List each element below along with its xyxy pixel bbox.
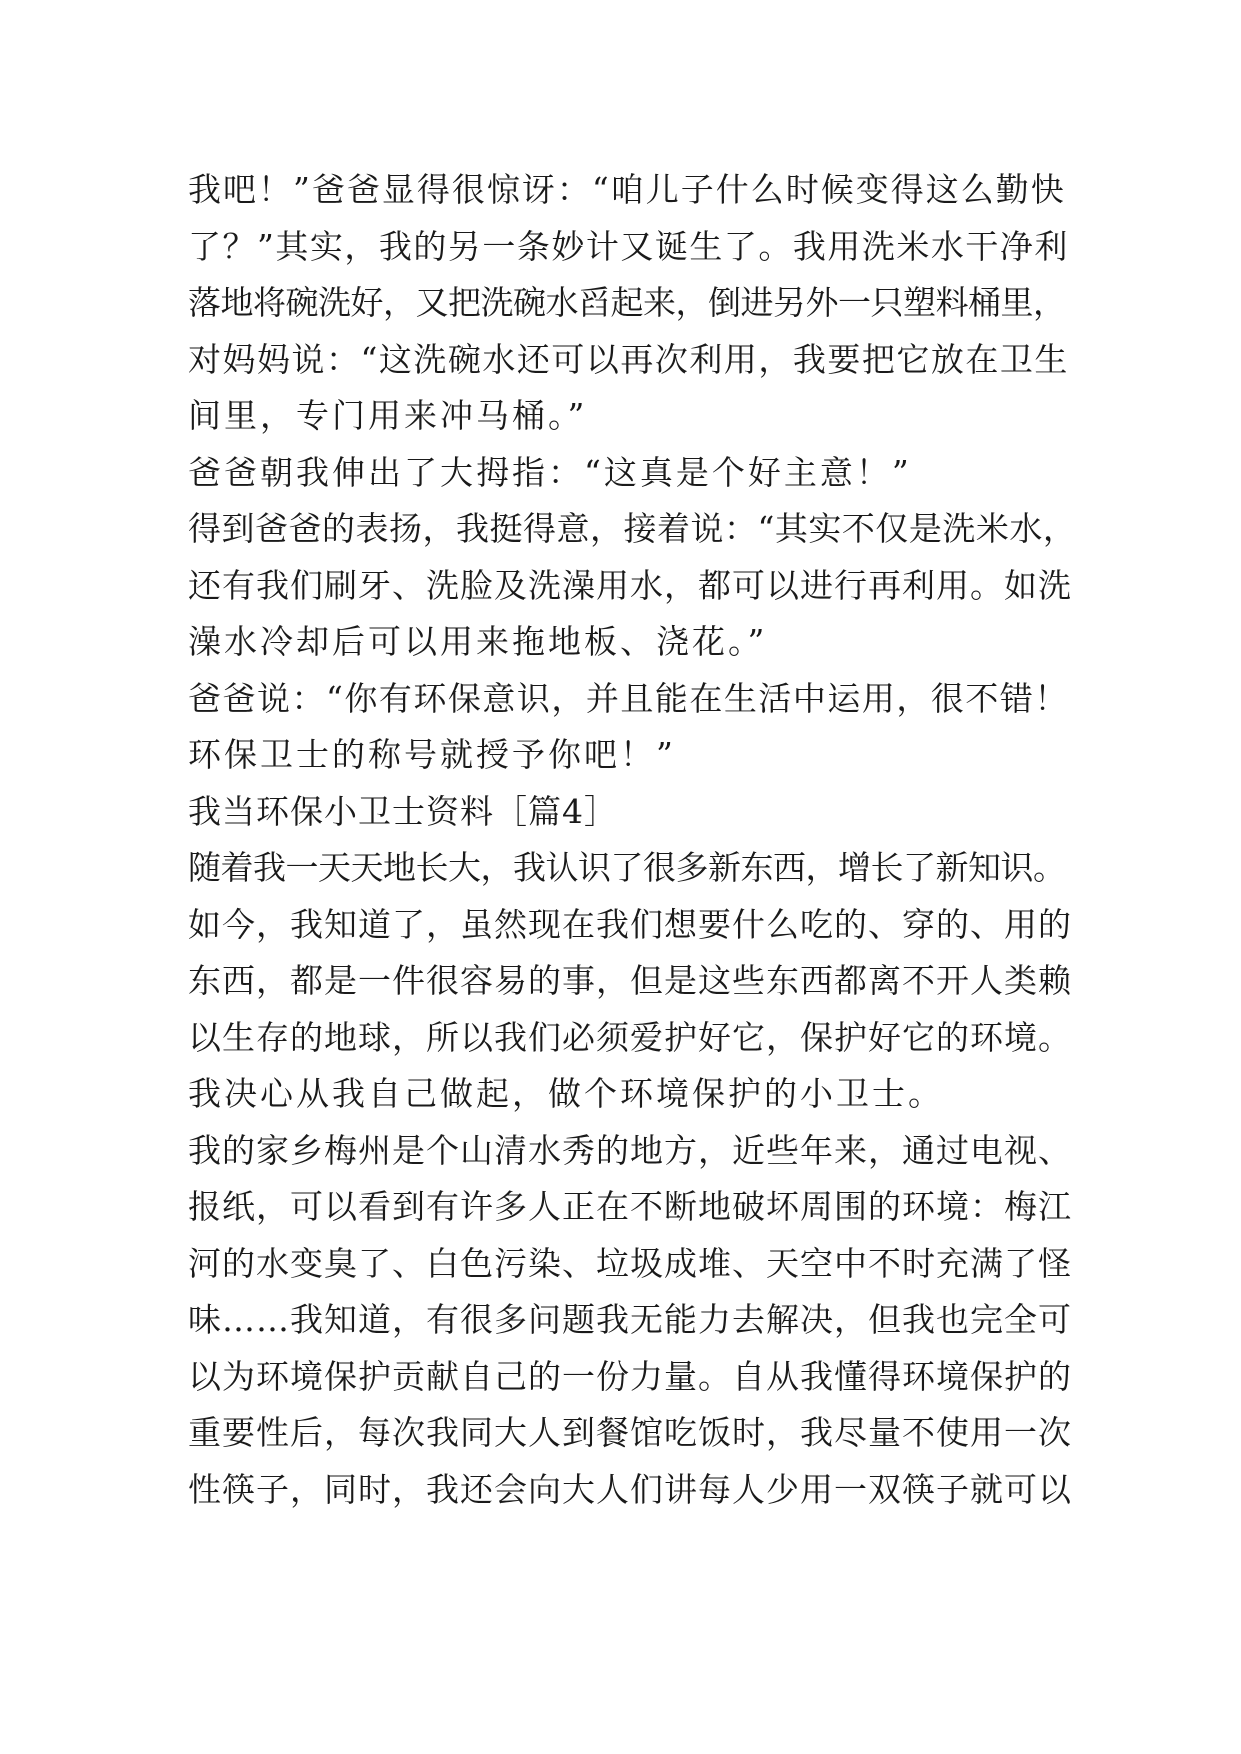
text-line: 以生存的地球，所以我们必须爱护好它，保护好它的环境。 [188, 1017, 1072, 1057]
text-line: 落地将碗洗好，又把洗碗水舀起来，倒进另外一只塑料桶里， [188, 283, 1066, 322]
text-line: 我决心从我自己做起，做个环境保护的小卫士。 [188, 1074, 944, 1113]
section-heading: 我当环保小卫士资料［篇4］ [188, 791, 618, 831]
text-line: 了？”其实，我的另一条妙计又诞生了。我用洗米水干净利 [188, 226, 1069, 266]
text-line: 得到爸爸的表扬，我挺得意，接着说：“其实不仅是洗米水， [188, 509, 1077, 548]
text-line: 随着我一天天地长大，我认识了很多新东西，增长了新知识。 [188, 848, 1066, 887]
text-line: 对妈妈说：“这洗碗水还可以再次利用，我要把它放在卫生 [188, 339, 1069, 379]
text-line: 我吧！”爸爸显得很惊讶：“咱儿子什么时候变得这么勤快 [188, 170, 1066, 209]
body-text [188, 162, 1078, 1518]
text-line: 味……我知道，有很多问题我无能力去解决，但我也完全可 [188, 1300, 1072, 1339]
text-line: 河的水变臭了、白色污染、垃圾成堆、天空中不时充满了怪 [188, 1243, 1072, 1283]
text-line: 如今，我知道了，虽然现在我们想要什么吃的、穿的、用的 [188, 904, 1072, 944]
text-line: 澡水冷却后可以用来拖地板、浇花。” [188, 622, 768, 661]
text-line: 我的家乡梅州是个山清水秀的地方，近些年来，通过电视、 [188, 1130, 1072, 1170]
text-line: 环保卫士的称号就授予你吧！” [188, 735, 676, 774]
text-line: 性筷子，同时，我还会向大人们讲每人少用一双筷子就可以 [188, 1469, 1072, 1509]
text-line: 东西，都是一件很容易的事，但是这些东西都离不开人类赖 [188, 961, 1072, 1000]
text-line: 爸爸说：“你有环保意识，并且能在生活中运用，很不错！ [188, 678, 1069, 718]
text-line: 以为环境保护贡献自己的一份力量。自从我懂得环境保护的 [188, 1356, 1072, 1396]
text-line: 还有我们刷牙、洗脸及洗澡用水，都可以进行再利用。如洗 [188, 565, 1072, 605]
text-line: 爸爸朝我伸出了大拇指：“这真是个好主意！” [188, 452, 912, 492]
text-line: 报纸，可以看到有许多人正在不断地破坏周围的环境：梅江 [188, 1187, 1072, 1226]
text-line: 间里，专门用来冲马桶。” [188, 396, 588, 435]
text-line: 重要性后，每次我同大人到餐馆吃饭时，我尽量不使用一次 [188, 1413, 1072, 1452]
